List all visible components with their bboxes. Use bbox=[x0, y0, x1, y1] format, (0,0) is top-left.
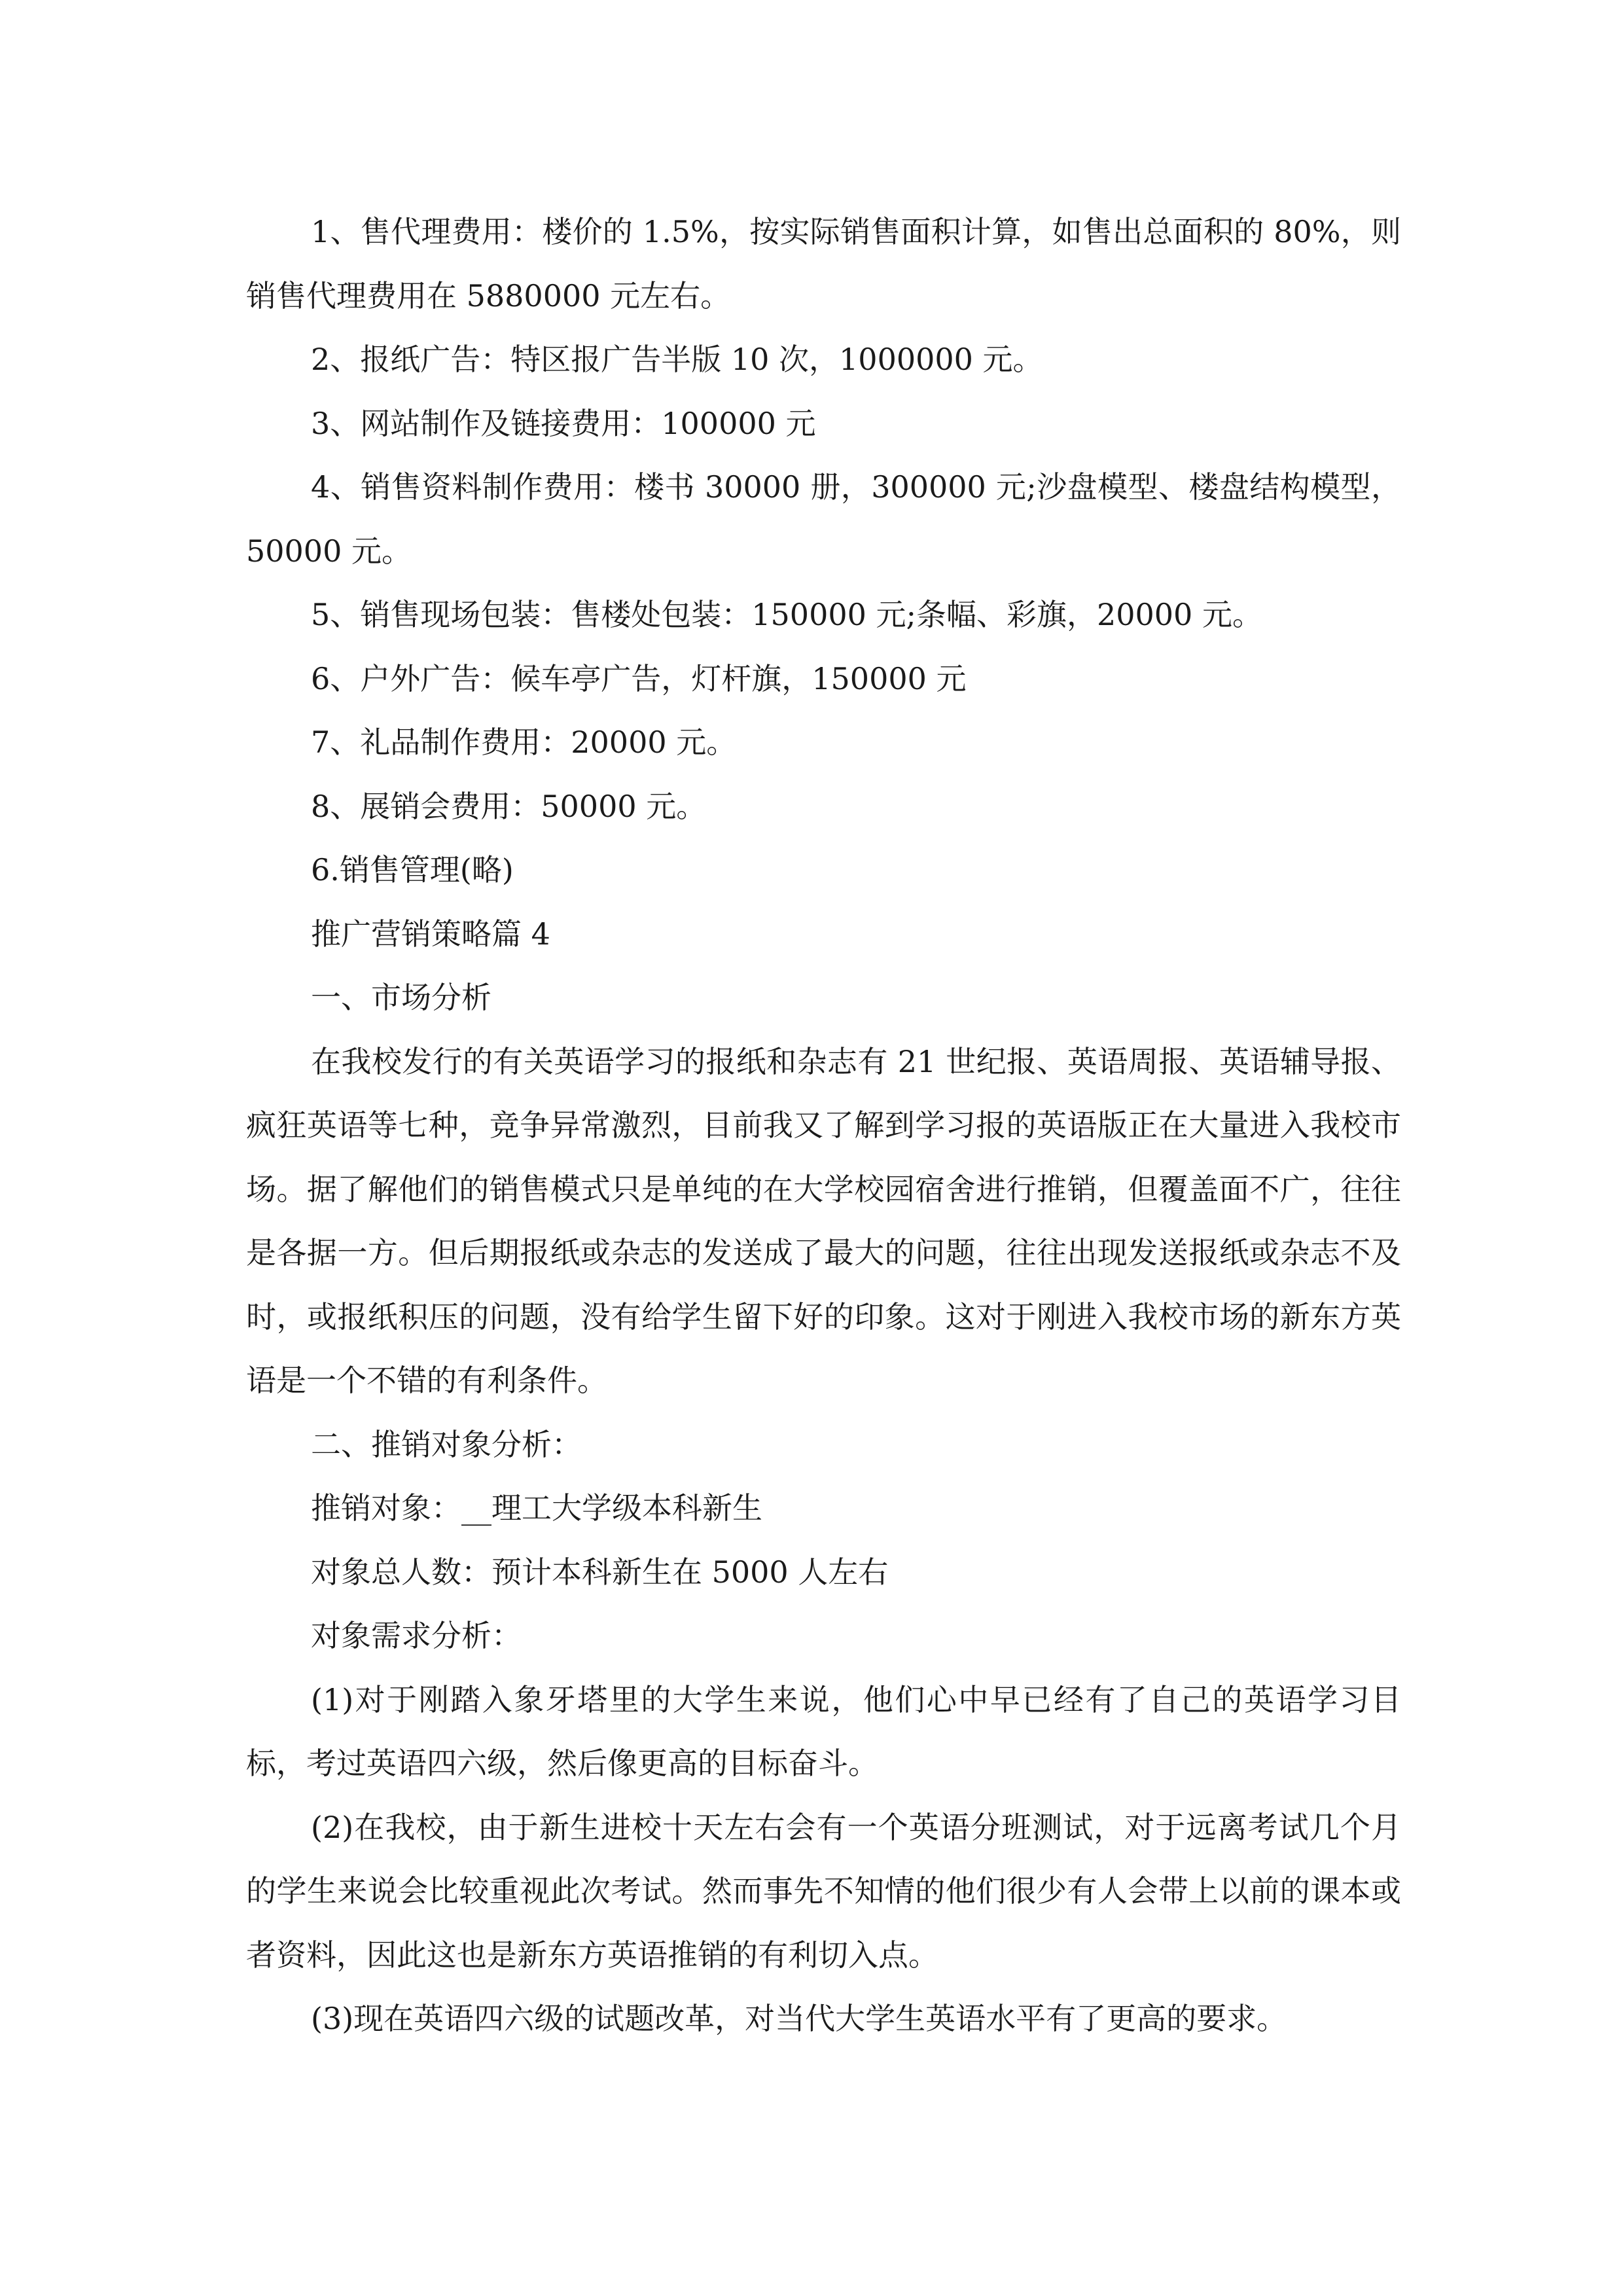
paragraph-newspaper-ads: 2、报纸广告：特区报广告半版 10 次，1000000 元。 bbox=[311, 342, 1043, 377]
paragraph-target-count: 对象总人数：预计本科新生在 5000 人左右 bbox=[311, 1554, 889, 1590]
paragraph-site-packaging: 5、销售现场包装：售楼处包装：150000 元;条幅、彩旗，20000 元。 bbox=[311, 597, 1262, 632]
paragraph-sales-materials: 4、销售资料制作费用：楼书 30000 册，300000 元;沙盘模型、楼盘结构模型，50000 元。 bbox=[246, 469, 1401, 569]
paragraph-gift-cost: 7、礼品制作费用：20000 元。 bbox=[311, 725, 737, 760]
document-body bbox=[246, 200, 1401, 2051]
paragraph-website-cost: 3、网站制作及链接费用：100000 元 bbox=[311, 405, 816, 441]
paragraph-need-2: (2)在我校，由于新生进校十天左右会有一个英语分班测试，对于远离考试几个月的学生来说会比较重视此次考试。然而事先不知情的他们很少有人会带上以前的课本或者资料，因此这也是新东方英语推销的有利切入点。 bbox=[246, 1809, 1401, 1973]
section-heading-chapter-4: 推广营销策略篇 4 bbox=[311, 916, 550, 952]
paragraph-target: 推销对象：__理工大学级本科新生 bbox=[311, 1490, 762, 1526]
section-heading-market-analysis: 一、市场分析 bbox=[311, 980, 491, 1015]
paragraph-needs-heading: 对象需求分析： bbox=[311, 1618, 522, 1653]
paragraph-agency-fee: 1、售代理费用：楼价的 1.5%，按实际销售面积计算，如售出总面积的 80%，则销售代理费用在 5880000 元左右。 bbox=[246, 214, 1401, 314]
paragraph-sales-management: 6.销售管理(略) bbox=[311, 852, 514, 888]
paragraph-need-3: (3)现在英语四六级的试题改革，对当代大学生英语水平有了更高的要求。 bbox=[311, 2001, 1287, 2036]
paragraph-market-analysis: 在我校发行的有关英语学习的报纸和杂志有 21 世纪报、英语周报、英语辅导报、疯狂英语等七种，竞争异常激烈，目前我又了解到学习报的英语版正在大量进入我校市场。据了解他们的销售模式只是单纯的在大学校园宿舍进行推销，但覆盖面不广，往往是各据一方。但后期报纸或杂志的发送成了最大的问题，往往出现发送报纸或杂志不及时，或报纸积压的问题，没有给学生留下好的印象。这对于刚进入我校市场的新东方英语是一个不错的有利条件。 bbox=[246, 1043, 1401, 1398]
paragraph-exhibition-cost: 8、展销会费用：50000 元。 bbox=[311, 788, 707, 824]
paragraph-outdoor-ads: 6、户外广告：候车亭广告，灯杆旗，150000 元 bbox=[311, 660, 967, 696]
section-heading-target-analysis: 二、推销对象分析： bbox=[311, 1426, 582, 1462]
paragraph-need-1: (1)对于刚踏入象牙塔里的大学生来说，他们心中早已经有了自己的英语学习目标，考过英语四六级，然后像更高的目标奋斗。 bbox=[246, 1681, 1401, 1781]
